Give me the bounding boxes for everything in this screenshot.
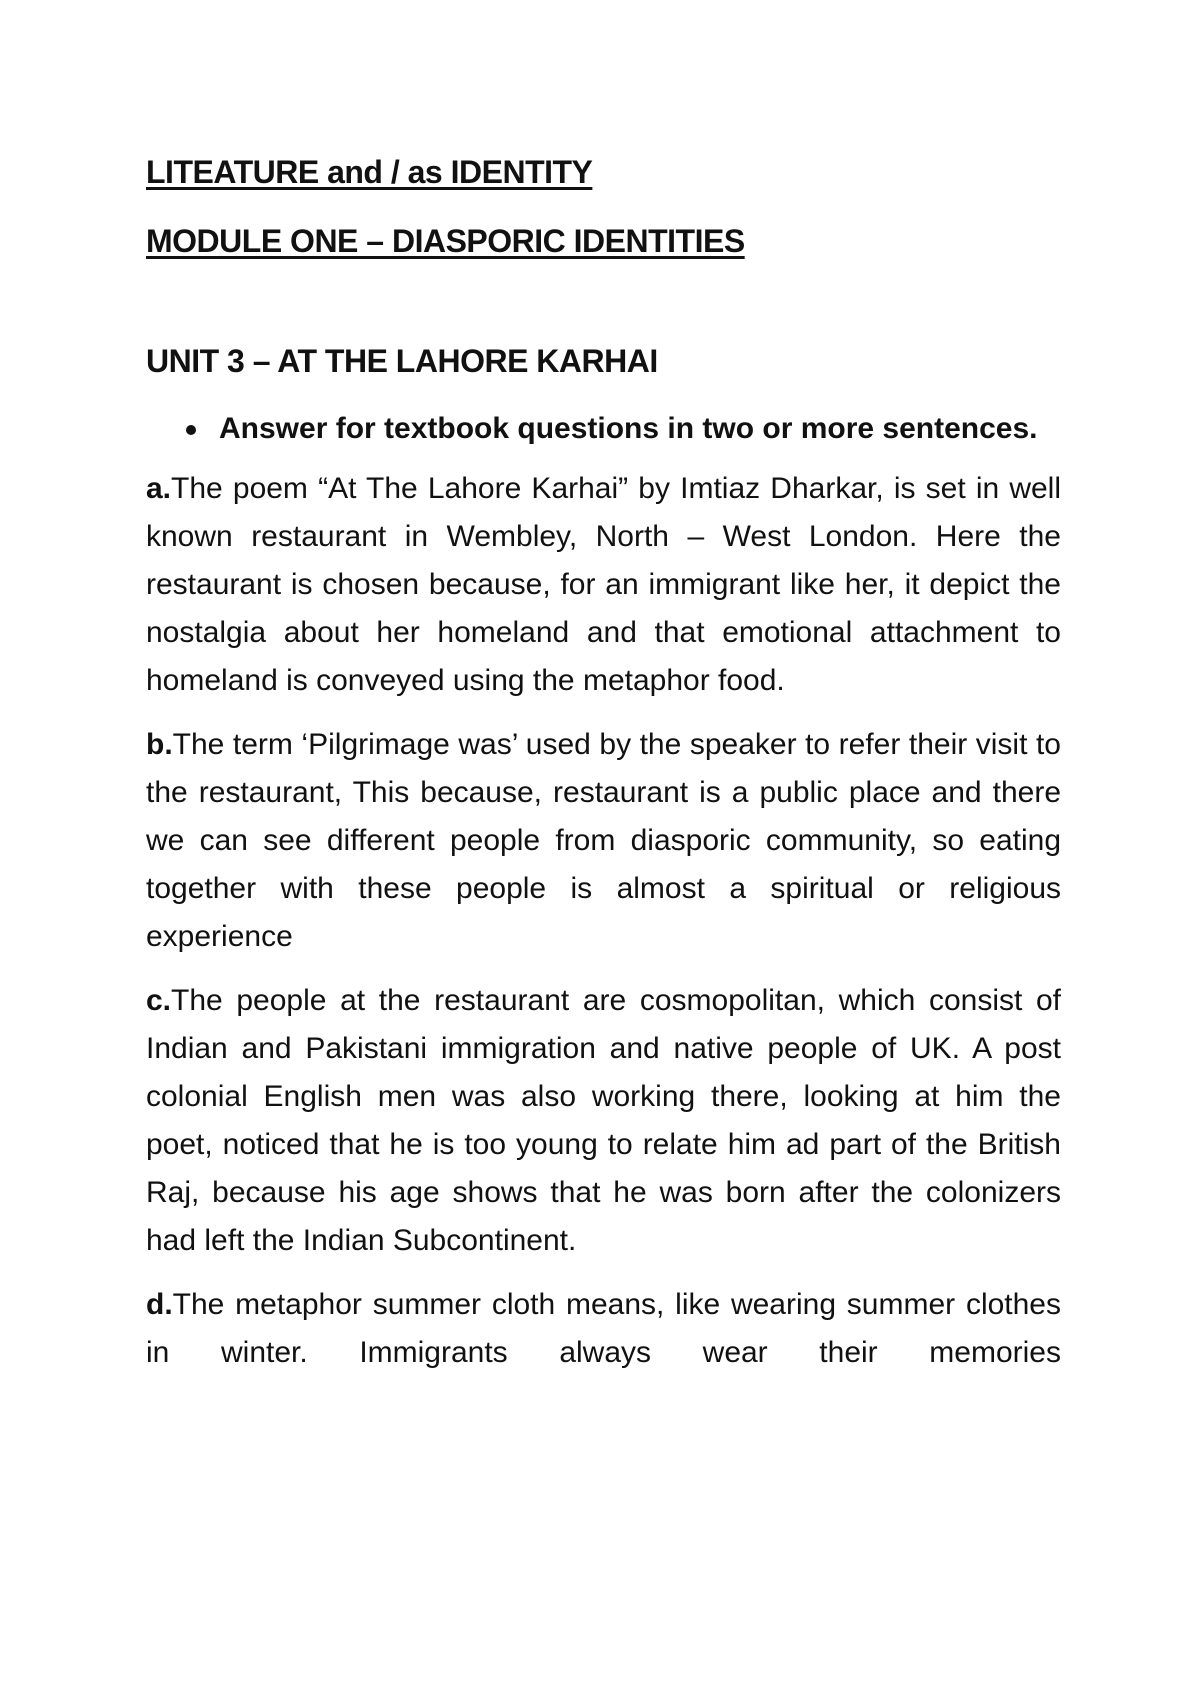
- answer-marker: c.: [146, 984, 172, 1017]
- answer-text: The poem “At The Lahore Karhai” by Imtiaz Dharkar, is set in well known restaurant in Wembley, North – West London. Here the restaurant is chosen because, for an immigrant like her, it depict the nostalgia about her homeland and that emotional attachment to homeland is conveyed using the metaphor food.: [146, 472, 1061, 697]
- document-title: LITEATURE and / as IDENTITY: [146, 154, 593, 190]
- instruction-item: [146, 405, 1061, 453]
- document-page: [146, 150, 1061, 1393]
- answer-marker: a.: [146, 472, 172, 505]
- answer-text: The metaphor summer cloth means, like wearing summer clothes in winter. Immigrants always wear their memories: [146, 1288, 1061, 1369]
- module-title: MODULE ONE – DIASPORIC IDENTITIES: [146, 223, 745, 259]
- bullet-icon: [186, 425, 196, 435]
- answer-c: [146, 977, 1061, 1265]
- answer-marker: d.: [146, 1288, 173, 1321]
- answer-text: The people at the restaurant are cosmopolitan, which consist of Indian and Pakistani immigration and native people of UK. A post colonial English men was also working there, looking at him the poet, noticed that he is too young to relate him ad part of the British Raj, because his age shows that he was born after the colonizers had left the Indian Subcontinent.: [146, 984, 1061, 1257]
- answer-text: The term ‘Pilgrimage was’ used by the speaker to refer their visit to the restaurant, This because, restaurant is a public place and there we can see different people from diasporic community, so eating together with these people is almost a spiritual or religious experience: [146, 728, 1061, 953]
- instruction-list: [146, 405, 1061, 453]
- answer-marker: b.: [146, 728, 173, 761]
- answer-b: [146, 721, 1061, 961]
- instruction-text: Answer for textbook questions in two or more sentences.: [219, 412, 1038, 445]
- answer-d: [146, 1281, 1061, 1377]
- unit-title: UNIT 3 – AT THE LAHORE KARHAI: [146, 343, 658, 379]
- answer-a: [146, 465, 1061, 705]
